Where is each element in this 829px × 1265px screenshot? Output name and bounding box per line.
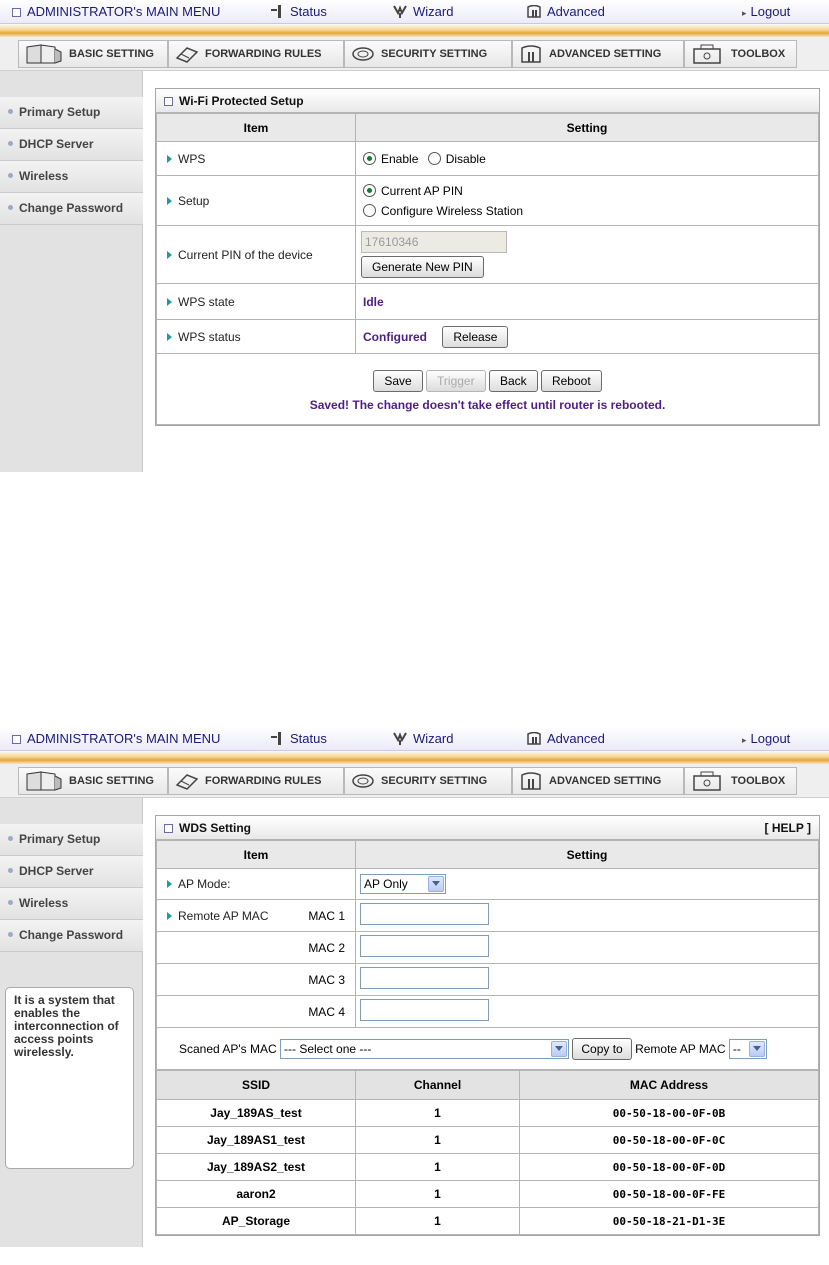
advanced-setting-icon — [519, 44, 543, 64]
forwarding-icon — [175, 44, 199, 64]
tab-advanced-setting[interactable]: ADVANCED SETTING — [512, 40, 684, 68]
table-row[interactable]: AP_Storage 1 00-50-18-21-D1-3E — [157, 1208, 819, 1235]
pin-input[interactable]: 17610346 — [361, 231, 507, 253]
advanced-link[interactable]: Advanced — [527, 731, 605, 746]
mac2-input[interactable] — [360, 935, 489, 957]
wps-panel — [155, 88, 820, 426]
current-ap-pin-radio[interactable]: Current AP PIN — [363, 181, 818, 201]
scanned-ap-select[interactable]: --- Select one --- — [280, 1039, 569, 1059]
logout-link[interactable]: ▸ Logout — [742, 4, 791, 19]
copy-to-button[interactable]: Copy to — [572, 1038, 631, 1060]
mac1-label-cell: Remote AP MAC MAC 1 — [157, 900, 356, 932]
wps-state-value: Idle — [356, 284, 819, 320]
mac4-cell — [356, 996, 819, 1028]
col-item: Item — [157, 114, 356, 142]
chevron-down-icon — [749, 1041, 765, 1057]
toolbox-icon — [691, 770, 725, 792]
table-row[interactable]: Jay_189AS1_test 1 00-50-18-00-0F-0C — [157, 1127, 819, 1154]
pin-label-cell: Current PIN of the device — [157, 226, 356, 284]
table-row[interactable]: aaron2 1 00-50-18-00-0F-FE — [157, 1181, 819, 1208]
table-row[interactable]: Jay_189AS_test 1 00-50-18-00-0F-0B — [157, 1100, 819, 1127]
wizard-link[interactable]: Wizard — [393, 4, 453, 19]
tab-security-setting[interactable]: SECURITY SETTING — [344, 767, 512, 795]
bullet-icon — [8, 932, 13, 937]
sidebar-item-dhcp-server[interactable]: DHCP Server — [0, 856, 143, 888]
tab-security-setting[interactable]: SECURITY SETTING — [344, 40, 512, 68]
tab-advanced-setting[interactable]: ADVANCED SETTING — [512, 767, 684, 795]
wps-disable-radio[interactable]: Disable — [428, 152, 486, 166]
chevron-down-icon — [551, 1041, 567, 1057]
bullet-icon — [8, 109, 13, 114]
sidebar-item-primary-setup[interactable]: Primary Setup — [0, 97, 143, 129]
ap-list-table — [156, 1070, 819, 1235]
tab-forwarding-rules[interactable]: FORWARDING RULES — [168, 40, 344, 68]
logout-link[interactable]: ▸ Logout — [742, 731, 791, 746]
generate-pin-button[interactable]: Generate New PIN — [361, 256, 484, 278]
wps-enable-radio[interactable]: Enable — [363, 152, 418, 166]
configure-station-radio[interactable]: Configure Wireless Station — [363, 201, 818, 221]
arrow-right-icon: ▸ — [742, 8, 747, 18]
arrow-icon — [167, 251, 172, 259]
toolbox-icon — [691, 43, 725, 65]
mac2-label: MAC 2 — [157, 932, 356, 964]
wps-radio-cell — [356, 142, 819, 176]
ap-mode-select[interactable]: AP Only — [360, 874, 446, 894]
status-label-cell: WPS status — [157, 320, 356, 354]
tab-basic-setting[interactable]: BASIC SETTING — [18, 40, 168, 68]
help-box: It is a system that enables the interconnection of access points wirelessly. — [5, 987, 134, 1169]
remote-ap-mac-label: Remote AP MAC — [635, 1041, 726, 1056]
square-icon — [12, 8, 21, 17]
tab-basic-setting[interactable]: BASIC SETTING — [18, 767, 168, 795]
arrow-icon — [167, 155, 172, 163]
wds-table — [156, 840, 819, 1070]
setup-label-cell: Setup — [157, 176, 356, 226]
decorative-stripe — [0, 24, 829, 37]
bullet-icon — [8, 141, 13, 146]
sidebar-item-change-password[interactable]: Change Password — [0, 193, 143, 225]
wps-table — [156, 113, 819, 425]
sidebar — [0, 798, 143, 1247]
remote-ap-select[interactable]: -- — [729, 1039, 767, 1059]
top-menu-bar — [0, 0, 829, 24]
square-icon — [164, 824, 173, 833]
col-setting: Setting — [356, 841, 819, 869]
bullet-icon — [8, 836, 13, 841]
status-link[interactable]: Status — [270, 731, 327, 746]
advanced-icon — [527, 5, 541, 18]
mac4-input[interactable] — [360, 999, 489, 1021]
bullet-icon — [8, 868, 13, 873]
status-icon — [270, 732, 284, 745]
tab-forwarding-rules[interactable]: FORWARDING RULES — [168, 767, 344, 795]
col-ssid: SSID — [157, 1071, 356, 1100]
square-icon — [164, 97, 173, 106]
col-item: Item — [157, 841, 356, 869]
ap-mode-cell — [356, 869, 819, 900]
save-button[interactable]: Save — [373, 370, 422, 392]
col-mac-address: MAC Address — [520, 1071, 819, 1100]
wps-status-cell — [356, 320, 819, 354]
tab-toolbox[interactable]: TOOLBOX — [684, 767, 797, 795]
wizard-icon — [393, 732, 407, 745]
bullet-icon — [8, 173, 13, 178]
mac3-cell — [356, 964, 819, 996]
wps-screenshot — [0, 0, 829, 472]
advanced-setting-icon — [519, 771, 543, 791]
mac3-input[interactable] — [360, 967, 489, 989]
top-menu-bar — [0, 727, 829, 751]
sidebar — [0, 71, 143, 472]
sidebar-item-change-password[interactable]: Change Password — [0, 920, 143, 952]
saved-message: Saved! The change doesn't take effect until router is rebooted. — [309, 398, 666, 412]
mac3-label: MAC 3 — [157, 964, 356, 996]
security-icon — [351, 771, 375, 791]
arrow-icon — [167, 880, 172, 888]
mac1-cell — [356, 900, 819, 932]
radio-icon — [428, 152, 441, 165]
state-label-cell: WPS state — [157, 284, 356, 320]
advanced-link[interactable]: Advanced — [527, 4, 605, 19]
wps-status-value: Configured — [363, 329, 427, 344]
panel-title: Wi-Fi Protected Setup — [156, 89, 819, 113]
admin-menu-link[interactable]: ADMINISTRATOR's MAIN MENU — [12, 4, 220, 19]
radio-checked-icon — [363, 184, 376, 197]
tab-bar — [0, 37, 829, 71]
scanned-label: Scaned AP's MAC — [179, 1041, 277, 1056]
mac2-cell — [356, 932, 819, 964]
status-link[interactable]: Status — [270, 4, 327, 19]
forwarding-icon — [175, 771, 199, 791]
table-row[interactable]: Jay_189AS2_test 1 00-50-18-00-0F-0D — [157, 1154, 819, 1181]
wds-screenshot — [0, 727, 829, 1247]
tab-toolbox[interactable]: TOOLBOX — [684, 40, 797, 68]
radio-icon — [363, 204, 376, 217]
square-icon — [12, 735, 21, 744]
bullet-icon — [8, 900, 13, 905]
ap-mode-label-cell: AP Mode: — [157, 869, 356, 900]
wps-label-cell: WPS — [157, 142, 356, 176]
wds-panel — [155, 815, 820, 1236]
setup-radio-cell — [356, 176, 819, 226]
security-icon — [351, 44, 375, 64]
admin-menu-link[interactable]: ADMINISTRATOR's MAIN MENU — [12, 731, 220, 746]
wizard-icon — [393, 5, 407, 18]
mac4-label: MAC 4 — [157, 996, 356, 1028]
book-icon — [25, 770, 63, 792]
bullet-icon — [8, 205, 13, 210]
arrow-icon — [167, 333, 172, 341]
help-link[interactable]: [ HELP ] — [764, 821, 811, 835]
trigger-button[interactable]: Trigger — [426, 370, 486, 392]
advanced-icon — [527, 732, 541, 745]
tab-bar — [0, 764, 829, 798]
panel-title: WDS Setting [ HELP ] — [156, 816, 819, 840]
wizard-link[interactable]: Wizard — [393, 731, 453, 746]
chevron-down-icon — [428, 876, 444, 892]
status-icon — [270, 5, 284, 18]
arrow-icon — [167, 298, 172, 306]
release-button[interactable]: Release — [442, 326, 508, 348]
mac1-input[interactable] — [360, 903, 489, 925]
sidebar-item-dhcp-server[interactable]: DHCP Server — [0, 129, 143, 161]
radio-checked-icon — [363, 152, 376, 165]
mac1-label: MAC 1 — [308, 908, 345, 923]
action-cell — [157, 354, 819, 425]
pin-cell — [356, 226, 819, 284]
arrow-right-icon: ▸ — [742, 735, 747, 745]
book-icon — [25, 43, 63, 65]
reboot-button[interactable]: Reboot — [541, 370, 602, 392]
back-button[interactable]: Back — [489, 370, 538, 392]
decorative-stripe — [0, 751, 829, 764]
sidebar-item-wireless[interactable]: Wireless — [0, 161, 143, 193]
col-setting: Setting — [356, 114, 819, 142]
arrow-icon — [167, 197, 172, 205]
sidebar-item-wireless[interactable]: Wireless — [0, 888, 143, 920]
sidebar-item-primary-setup[interactable]: Primary Setup — [0, 824, 143, 856]
arrow-icon — [167, 912, 172, 920]
col-channel: Channel — [356, 1071, 520, 1100]
scanned-row — [157, 1028, 819, 1070]
